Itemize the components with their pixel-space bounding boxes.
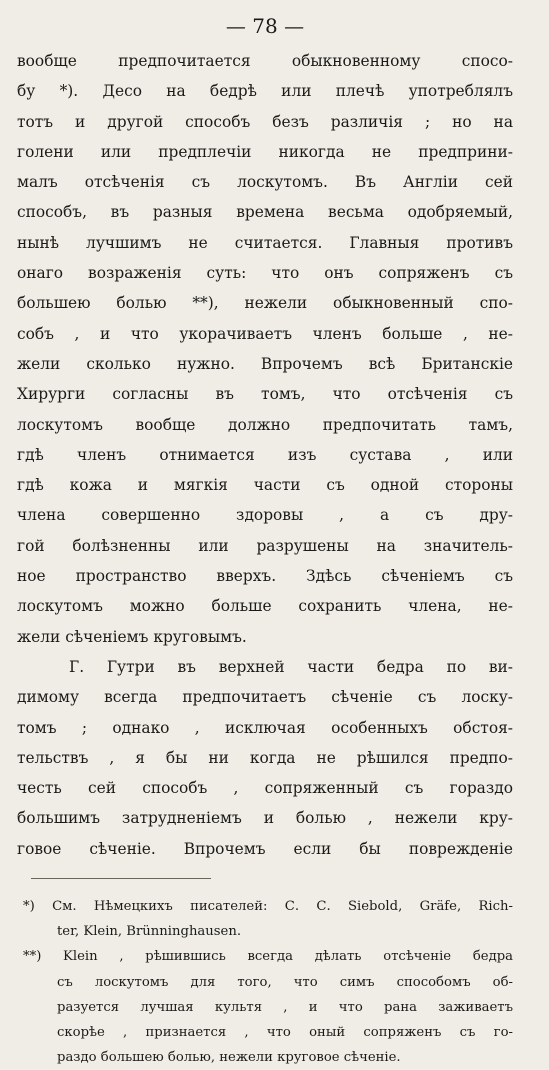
footnote-divider bbox=[31, 878, 211, 879]
footnote-line: разуется лучшая культя , и что рана заживаетъ bbox=[57, 999, 513, 1015]
text-line: нынѣ лучшимъ не считается. Главныя противъ bbox=[17, 233, 513, 252]
text-line: жели сѣченіемъ круговымъ. bbox=[17, 627, 247, 646]
main-text bbox=[17, 46, 513, 864]
page-number: — 78 — bbox=[225, 14, 305, 38]
text-line: димому всегда предпочитаетъ сѣченіе съ лоску- bbox=[17, 688, 513, 707]
footnote-line: съ лоскутомъ для того, что симъ способомъ об- bbox=[57, 974, 513, 990]
footnote-line: *) См. Нѣмецкихъ писателей: С. С. Siebold, Gräfe, Rich- bbox=[23, 899, 513, 915]
footnote-line: скорѣе , признается , что оный сопряженъ съ го- bbox=[57, 1024, 513, 1040]
text-line: большимъ затрудненіемъ и болью , нежели кру- bbox=[17, 809, 513, 828]
text-line: онаго возраженія суть: что онъ сопряженъ съ bbox=[17, 264, 513, 283]
text-line: жели сколько нужно. Впрочемъ всѣ Британскіе bbox=[17, 354, 513, 373]
text-line: малъ отсѣченія съ лоскутомъ. Въ Англіи сей bbox=[17, 173, 513, 192]
text-line: Г. Гутри въ верхней части бедра по ви- bbox=[69, 657, 513, 676]
footnotes bbox=[17, 894, 513, 1070]
text-line: честь сей способъ , сопряженный съ гораздо bbox=[17, 779, 513, 798]
text-line: тотъ и другой способъ безъ различія ; но на bbox=[17, 112, 513, 131]
footnote-line: ter, Klein, Brünninghausen. bbox=[57, 924, 242, 940]
text-line: ное пространство вверхъ. Здѣсь сѣченіемъ съ bbox=[17, 567, 513, 586]
text-line: говое сѣченіе. Впрочемъ если бы поврежденіе bbox=[17, 839, 513, 858]
text-line: лоскутомъ вообще должно предпочитать тамъ, bbox=[17, 415, 513, 434]
text-line: гой болѣзненны или разрушены на значитель- bbox=[17, 536, 513, 555]
text-line: томъ ; однако , исключая особенныхъ обстоя- bbox=[17, 718, 513, 737]
text-line: гдѣ членъ отнимается изъ сустава , или bbox=[17, 445, 513, 464]
text-line: Хирурги согласны въ томъ, что отсѣченія съ bbox=[17, 385, 513, 404]
text-line: лоскутомъ можно больше сохранить члена, не- bbox=[17, 597, 513, 616]
text-line: собъ , и что укорачиваетъ членъ больше , не- bbox=[17, 324, 513, 343]
text-line: голени или предплечіи никогда не предприни- bbox=[17, 142, 513, 161]
text-line: тельствъ , я бы ни когда не рѣшился предпо- bbox=[17, 748, 513, 767]
text-line: вообще предпочитается обыкновенному спосо- bbox=[17, 52, 513, 70]
text-line: бу *). Десо на бедрѣ или плечѣ употреблялъ bbox=[17, 82, 513, 101]
text-line: способъ, въ разныя времена весьма одобряемый, bbox=[17, 203, 513, 222]
text-line: большею болью **), нежели обыкновенный спо- bbox=[17, 294, 513, 313]
footnote-line: **) Klein , рѣшившись всегда дѣлать отсѣченіе бедра bbox=[23, 949, 513, 965]
footnote-line: раздо большею болью, нежели круговое сѣченіе. bbox=[57, 1050, 401, 1066]
text-line: гдѣ кожа и мягкія части съ одной стороны bbox=[17, 476, 513, 495]
text-line: члена совершенно здоровы , а съ дру- bbox=[17, 506, 513, 525]
